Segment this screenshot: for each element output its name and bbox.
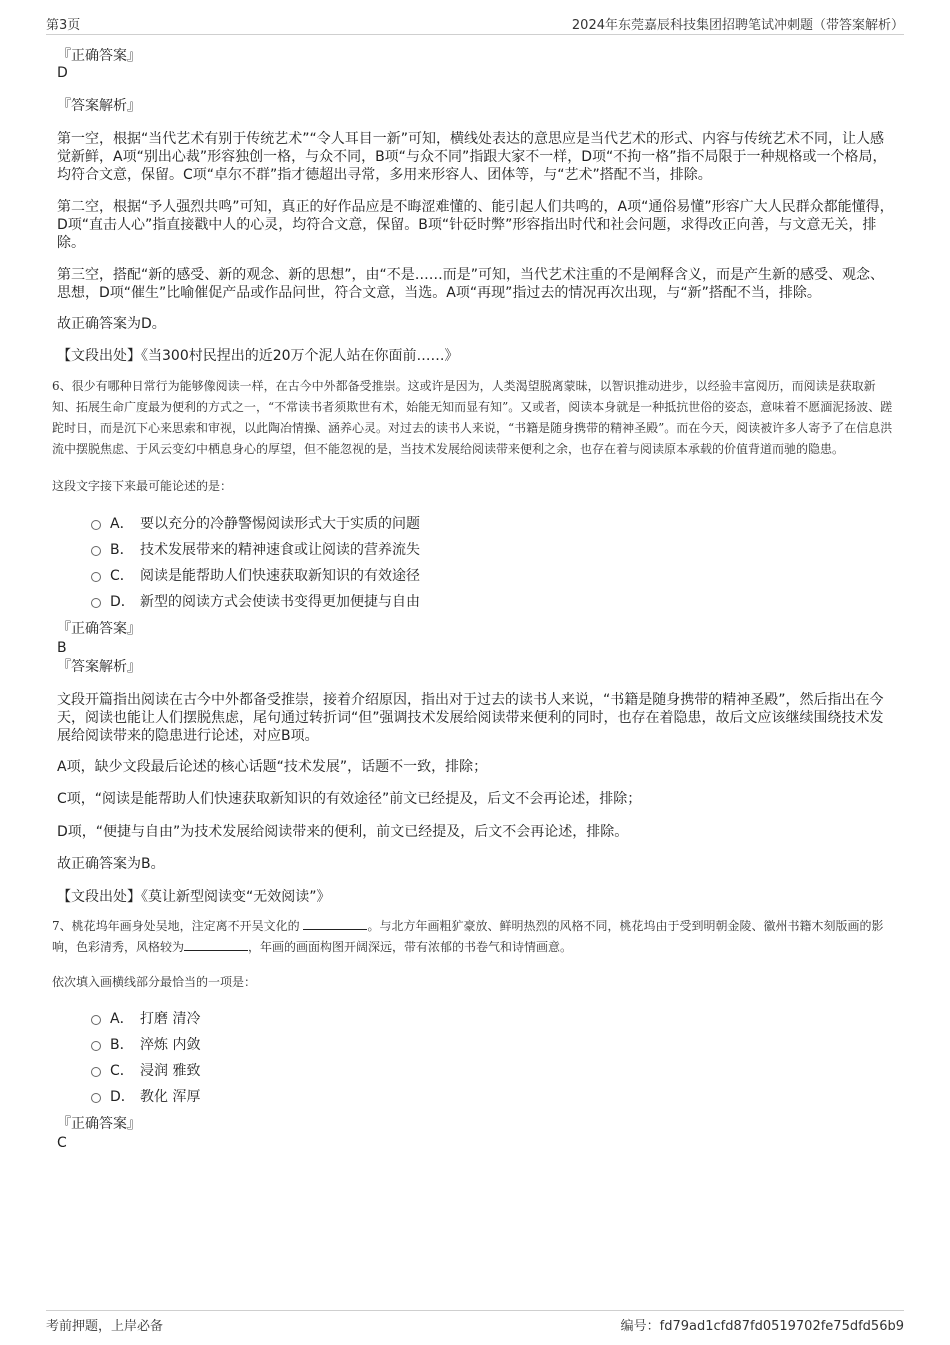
analysis-paragraph: 第一空，根据“当代艺术有别于传统艺术”“令人耳目一新”可知，横线处表达的意思应是当代艺术的形式、内容与传统艺术不同，让人感觉新鲜，A项“别出心裁”形容独创一格，与众不同，B项“与众不同”指跟大家不一样，D项“不拘一格”指不局限于一种规格或一个格局，均符合文意，保留。C项“卓尔不群”指才德超出寻常，多用来形容人、团体等，与“艺术”搭配不当，排除。 — [57, 131, 887, 183]
option-a[interactable]: A． 要以充分的冷静警惕阅读形式大于实质的问题 — [52, 511, 895, 537]
answer-label: 『正确答案』 — [57, 1116, 141, 1132]
option-d[interactable]: D． 新型的阅读方式会使读书变得更加便捷与自由 — [52, 589, 895, 615]
analysis-paragraph: C项，“阅读是能帮助人们快速获取新知识的有效途径”前文已经提及，后文不会再论述，排除； — [57, 791, 642, 807]
options-list — [52, 1006, 895, 1110]
radio-icon[interactable] — [91, 1067, 101, 1077]
source-citation: 【文段出处】《莫让新型阅读变“无效阅读”》 — [57, 889, 331, 905]
document-body — [52, 40, 895, 1152]
source-citation: 【文段出处】《当300村民捏出的近20万个泥人站在你面前……》 — [57, 348, 459, 364]
fill-blank — [184, 938, 248, 951]
analysis-paragraph: 第三空，搭配“新的感受、新的观念、新的思想”，由“不是……而是”可知，当代艺术注重的不是阐释含义，而是产生新的感受、观念、思想，D项“催生”比喻催促产品或作品问世，符合文意，当选。A项“再现”指过去的情况再次出现，与“新”搭配不当，排除。 — [57, 267, 885, 301]
analysis-paragraph: A项，缺少文段最后论述的核心话题“技术发展”，话题不一致，排除； — [57, 759, 488, 775]
radio-icon[interactable] — [91, 598, 101, 608]
analysis-label: 『答案解析』 — [57, 98, 141, 114]
conclusion: 故正确答案为D。 — [57, 316, 166, 332]
question-prompt: 依次填入画横线部分最恰当的一项是： — [52, 975, 257, 989]
answer-label: 『正确答案』 — [57, 621, 141, 637]
radio-icon[interactable] — [91, 572, 101, 582]
page-number: 第3页 — [46, 18, 81, 33]
option-d[interactable]: D． 教化 浑厚 — [52, 1084, 895, 1110]
question-stem: 7、桃花坞年画身处吴地，注定离不开吴文化的 。与北方年画粗犷豪放、鲜明热烈的风格不同，桃花坞由于受到明朝金陵、徽州书籍木刻版画的影响，色彩清秀，风格较为 ，年画的画面构图开阔深远，带有浓郁的书卷气和诗情画意。 — [52, 919, 884, 954]
page-footer — [46, 1310, 904, 1335]
answer-value: C — [57, 1135, 67, 1151]
answer-value: B — [57, 640, 67, 656]
option-c[interactable]: C． 浸润 雅致 — [52, 1058, 895, 1084]
page-header — [46, 14, 904, 35]
analysis-label: 『答案解析』 — [57, 659, 141, 675]
question-stem: 6、很少有哪种日常行为能够像阅读一样，在古今中外都备受推崇。这或许是因为，人类渴望脱离蒙昧，以智识推动进步，以经验丰富阅历，而阅读是获取新知、拓展生命广度最为便利的方式之一，“不常读书者须欺世有术，始能无知而显有知”。又或者，阅读本身就是一种抵抗世俗的姿态，意味着不愿湎泥扬波、蹉跎时日，而是沉下心来思索和审视，以此陶冶情操、涵养心灵。对过去的读书人来说，“书籍是随身携带的精神圣殿”。而在今天，阅读被许多人寄予了在信息洪流中摆脱焦虑、于风云变幻中栖息身心的厚望，但不能忽视的是，当技术发展给阅读带来便利之余，也存在着与阅读原本承载的价值背道而驰的隐患。 — [52, 379, 893, 456]
option-c[interactable]: C． 阅读是能帮助人们快速获取新知识的有效途径 — [52, 563, 895, 589]
radio-icon[interactable] — [91, 546, 101, 556]
radio-icon[interactable] — [91, 520, 101, 530]
answer-label: 『正确答案』 — [57, 48, 141, 64]
radio-icon[interactable] — [91, 1041, 101, 1051]
question-prompt: 这段文字接下来最可能论述的是： — [52, 479, 233, 493]
footer-slogan: 考前押题，上岸必备 — [46, 1319, 164, 1334]
option-a[interactable]: A． 打磨 清冷 — [52, 1006, 895, 1032]
option-b[interactable]: B． 技术发展带来的精神速食或让阅读的营养流失 — [52, 537, 895, 563]
radio-icon[interactable] — [91, 1015, 101, 1025]
options-list — [52, 511, 895, 615]
conclusion: 故正确答案为B。 — [57, 856, 165, 872]
analysis-paragraph: D项，“便捷与自由”为技术发展给阅读带来的便利，前文已经提及，后文不会再论述，排除。 — [57, 824, 629, 840]
document-title: 2024年东莞嘉辰科技集团招聘笔试冲刺题（带答案解析） — [571, 18, 904, 33]
radio-icon[interactable] — [91, 1093, 101, 1103]
fill-blank — [303, 917, 367, 930]
document-id: 编号：fd79ad1cfd87fd0519702fe75dfd56b9 — [620, 1319, 904, 1334]
analysis-paragraph: 文段开篇指出阅读在古今中外都备受推崇，接着介绍原因，指出对于过去的读书人来说，“书籍是随身携带的精神圣殿”，然后指出在今天，阅读也能让人们摆脱焦虑，尾句通过转折词“但”强调技术发展给阅读带来便利的同时，也存在着隐患，故后文应该继续围绕技术发展给阅读带来的隐患进行论述，对应B项。 — [57, 692, 884, 744]
analysis-paragraph: 第二空，根据“予人强烈共鸣”可知，真正的好作品应是不晦涩难懂的、能引起人们共鸣的，A项“通俗易懂”形容广大人民群众都能懂得，D项“直击人心”指直接戳中人的心灵，均符合文意，保留。B项“针砭时弊”形容指出时代和社会问题，求得改正向善，与文意无关，排除。 — [57, 199, 894, 251]
answer-value: D — [57, 65, 68, 81]
option-b[interactable]: B． 淬炼 内敛 — [52, 1032, 895, 1058]
